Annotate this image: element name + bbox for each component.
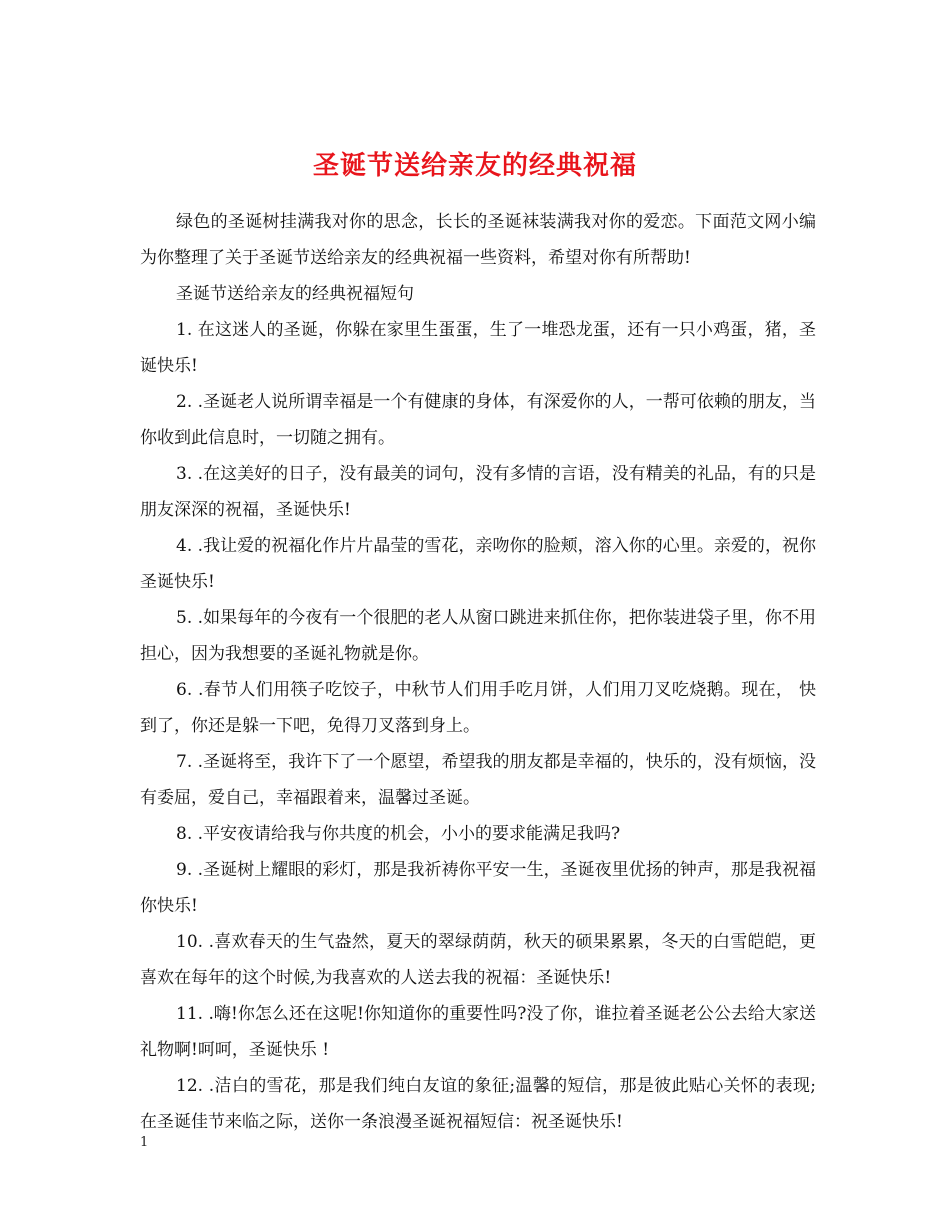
list-item: 7. .圣诞将至，我许下了一个愿望，希望我的朋友都是幸福的，快乐的，没有烦恼，没有委屈，爱自己，幸福跟着来，温馨过圣诞。 (140, 752, 816, 808)
section-heading: 圣诞节送给亲友的经典祝福短句 (176, 284, 414, 304)
document-title: 圣诞节送给亲友的经典祝福 (312, 151, 637, 182)
intro-paragraph: 绿色的圣诞树挂满我对你的思念，长长的圣诞袜装满我对你的爱恋。下面范文网小编为你整理了关于圣诞节送给亲友的经典祝福一些资料，希望对你有所帮助! (140, 212, 816, 268)
list-item: 12. .洁白的雪花，那是我们纯白友谊的象征;温馨的短信，那是彼此贴心关怀的表现;在圣诞佳节来临之际，送你一条浪漫圣诞祝福短信：祝圣诞快乐! (140, 1076, 816, 1132)
list-item: 4. .我让爱的祝福化作片片晶莹的雪花，亲吻你的脸颊，溶入你的心里。亲爱的，祝你圣诞快乐! (140, 536, 816, 592)
list-item: 5. .如果每年的今夜有一个很肥的老人从窗口跳进来抓住你，把你装进袋子里，你不用担心，因为我想要的圣诞礼物就是你。 (140, 608, 816, 664)
list-item: 8. .平安夜请给我与你共度的机会，小小的要求能满足我吗? (176, 824, 621, 844)
document-body (140, 204, 816, 1140)
list-item: 10. .喜欢春天的生气盎然，夏天的翠绿荫荫，秋天的硕果累累，冬天的白雪皑皑，更喜欢在每年的这个时候,为我喜欢的人送去我的祝福：圣诞快乐! (140, 932, 816, 988)
list-item: 2. .圣诞老人说所谓幸福是一个有健康的身体，有深爱你的人，一帮可依赖的朋友，当你收到此信息时，一切随之拥有。 (140, 392, 816, 448)
list-item: 1. 在这迷人的圣诞，你躲在家里生蛋蛋，生了一堆恐龙蛋，还有一只小鸡蛋，猪，圣诞快乐! (140, 320, 816, 376)
list-item: 9. .圣诞树上耀眼的彩灯，那是我祈祷你平安一生，圣诞夜里优扬的钟声，那是我祝福你快乐! (140, 860, 816, 916)
page-number: 1 (140, 1135, 149, 1150)
list-item: 3. .在这美好的日子，没有最美的词句，没有多情的言语，没有精美的礼品，有的只是朋友深深的祝福，圣诞快乐! (140, 464, 816, 520)
list-item: 6. .春节人们用筷子吃饺子，中秋节人们用手吃月饼，人们用刀叉吃烧鹅。现在， 快到了，你还是躲一下吧，免得刀叉落到身上。 (140, 680, 816, 736)
list-item: 11. .嗨!你怎么还在这呢!你知道你的重要性吗?没了你，谁拉着圣诞老公公去给大家送礼物啊!呵呵，圣诞快乐 ! (140, 1004, 816, 1060)
